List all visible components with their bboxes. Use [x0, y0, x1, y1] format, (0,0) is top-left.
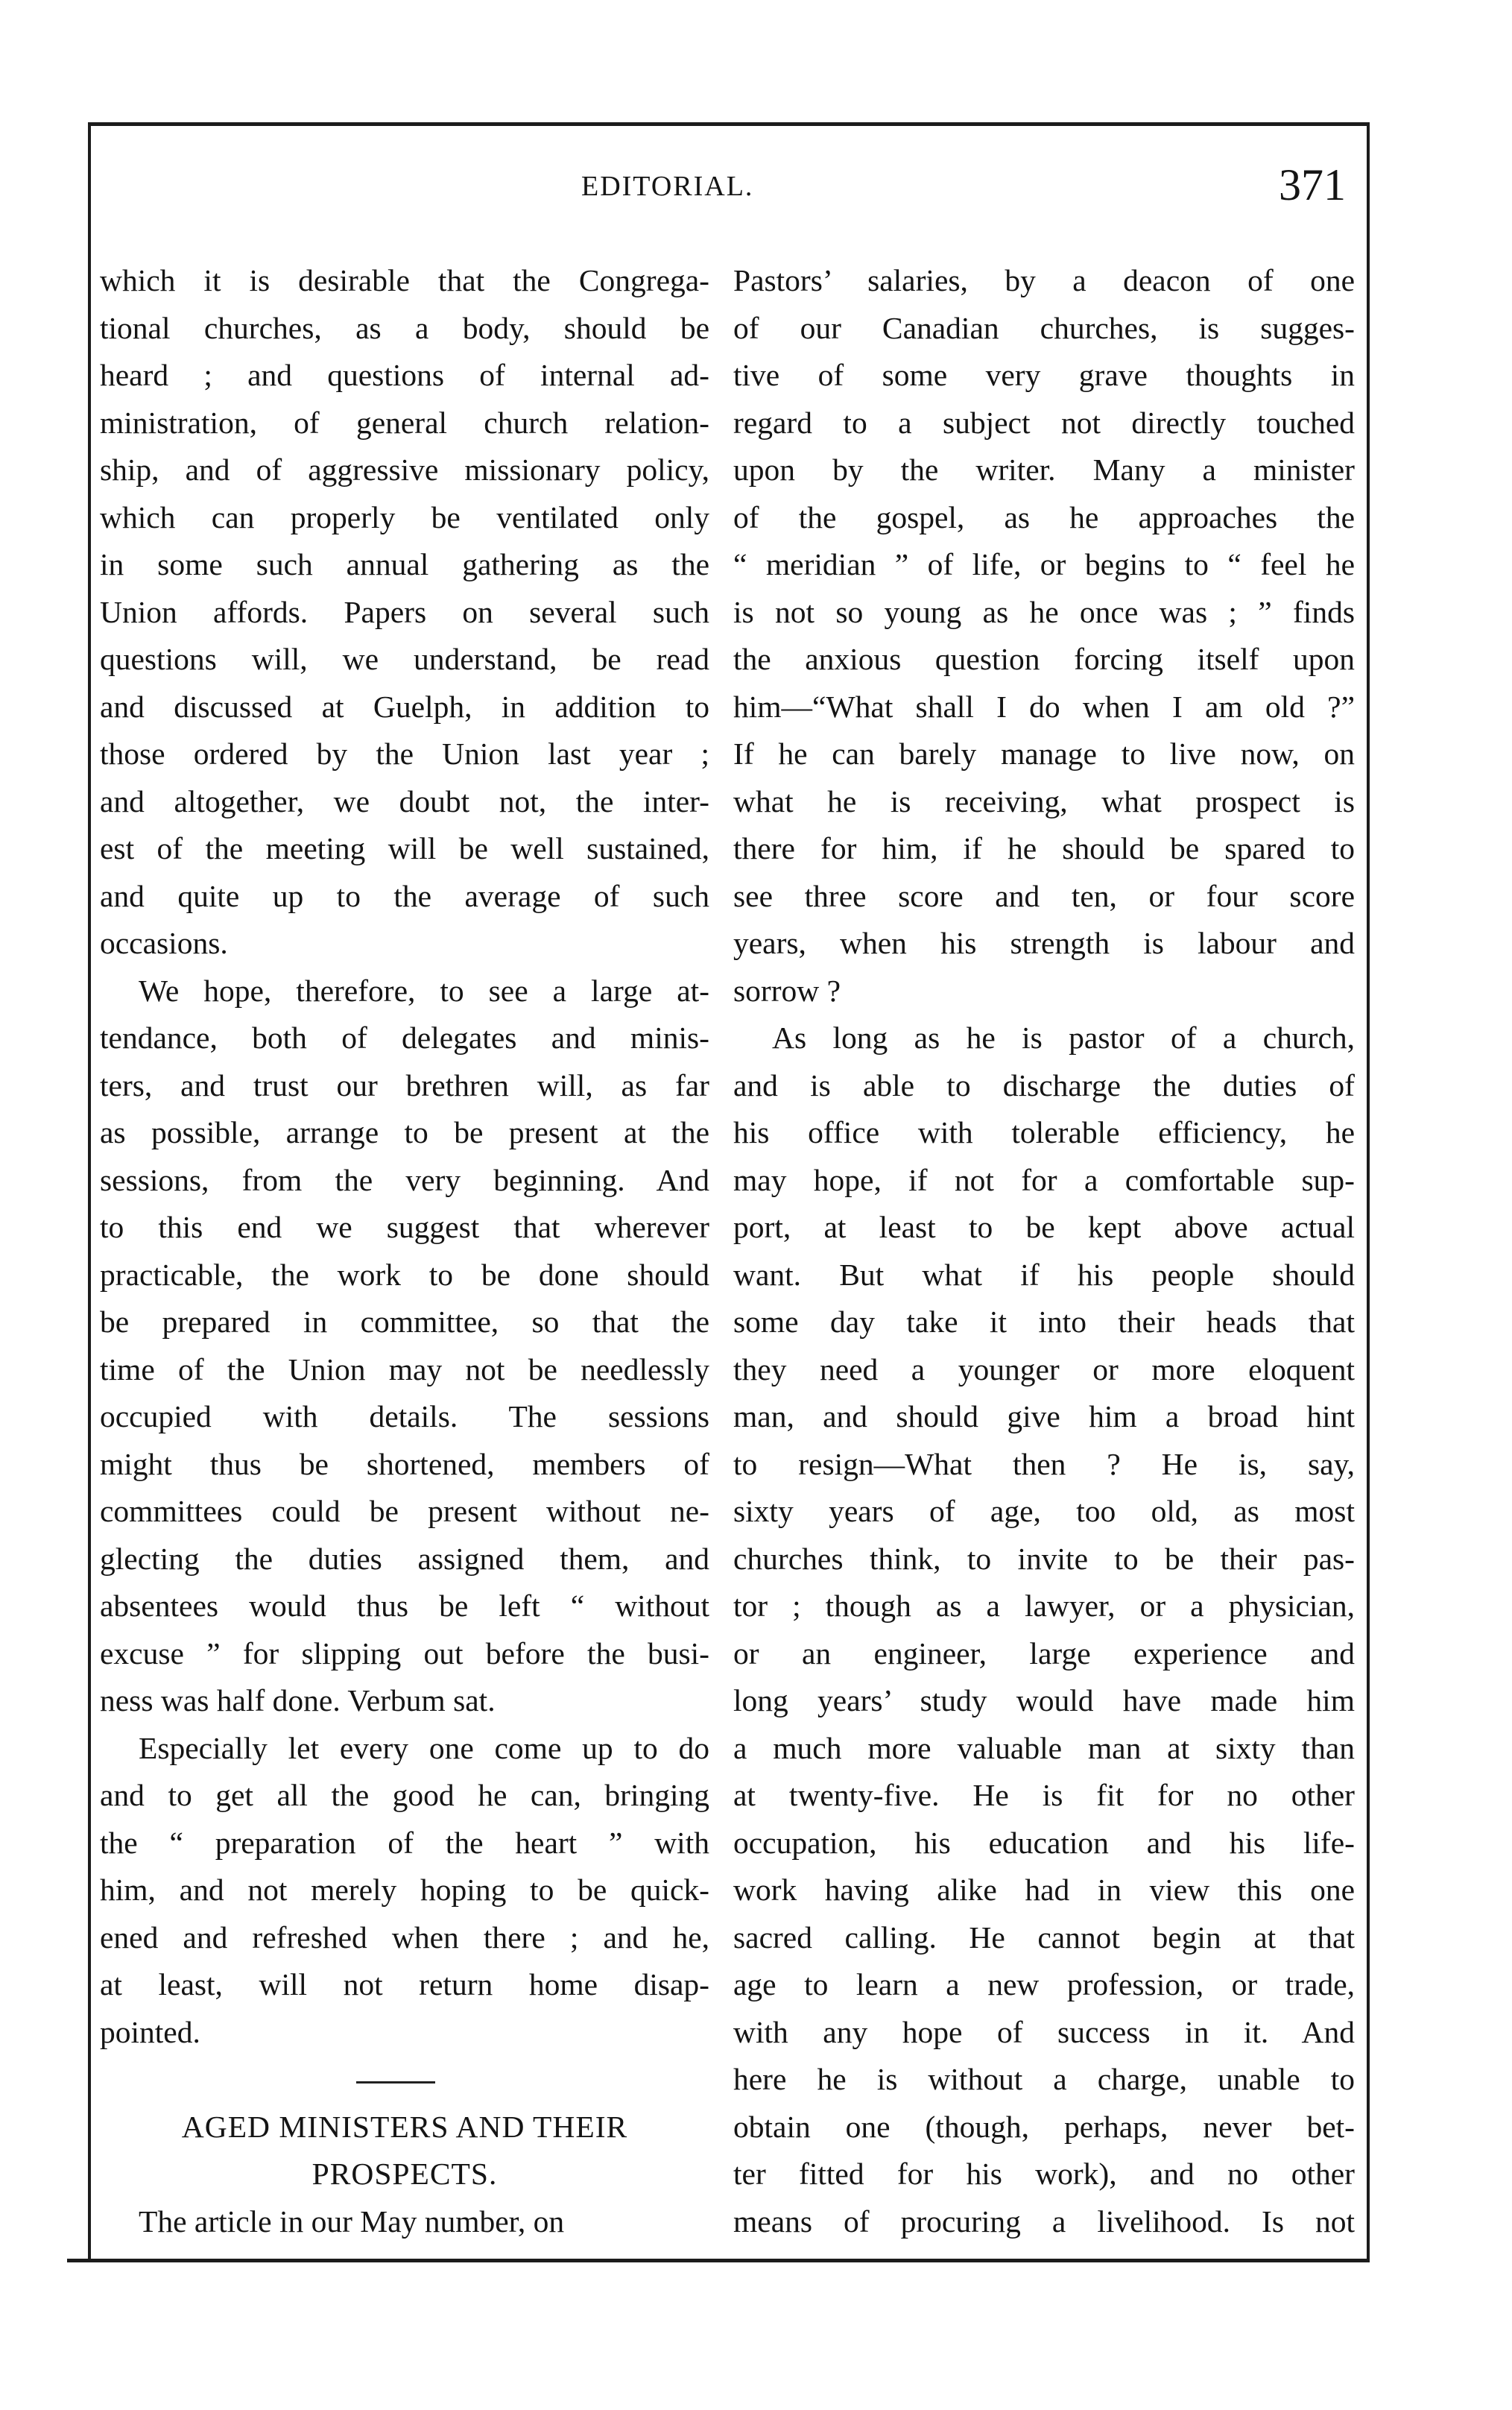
- text-line: time of the Union may not be needlessly: [100, 1351, 709, 1387]
- left-column: [100, 257, 709, 2245]
- page-border-bottom: [67, 2259, 1370, 2262]
- page-border-left: [88, 122, 91, 2262]
- text-line: and discussed at Guelph, in addition to: [100, 689, 709, 724]
- paragraph-1: [100, 257, 709, 968]
- paragraph-3: [100, 1725, 709, 2057]
- text-line: committees could be present without ne-: [100, 1494, 709, 1528]
- text-line: obtain one (though, perhaps, never bet-: [733, 2109, 1355, 2144]
- text-line: in some such annual gathering as the: [100, 547, 709, 581]
- text-line: pointed.: [100, 2014, 200, 2049]
- text-line: be prepared in committee, so that the: [100, 1305, 709, 1339]
- text-line: or an engineer, large experience and: [733, 1635, 1355, 1671]
- text-line: the “ preparation of the heart ” with: [100, 1825, 709, 1860]
- text-line: of the gospel, as he approaches the: [733, 499, 1355, 534]
- text-line: Especially let every one come up to do: [139, 1730, 709, 1765]
- text-line: him—“What shall I do when I am old ?”: [733, 689, 1355, 724]
- text-line: man, and should give him a broad hint: [733, 1399, 1355, 1433]
- text-line: to this end we suggest that wherever: [100, 1210, 709, 1244]
- section-divider: [100, 2056, 709, 2104]
- text-line: est of the meeting will be well sustained,: [100, 831, 709, 865]
- text-line: his office with tolerable efficiency, he: [733, 1115, 1355, 1149]
- text-line: tional churches, as a body, should be: [100, 310, 709, 345]
- text-line: questions will, we understand, be read: [100, 642, 709, 676]
- page-border-right: [1367, 122, 1370, 2262]
- text-line: sixty years of age, too old, as most: [733, 1494, 1355, 1528]
- text-line: they need a younger or more eloquent: [733, 1351, 1355, 1387]
- text-line: “ meridian ” of life, or begins to “ feel he: [733, 547, 1355, 581]
- text-line: We hope, therefore, to see a large at-: [139, 973, 709, 1008]
- text-line: As long as he is pastor of a church,: [772, 1021, 1355, 1055]
- text-line: some day take it into their heads that: [733, 1305, 1355, 1339]
- text-line: and to get all the good he can, bringing: [100, 1778, 709, 1812]
- text-line: at twenty-five. He is fit for no other: [733, 1778, 1355, 1812]
- text-line: work having alike had in view this one: [733, 1873, 1355, 1907]
- text-line: The article in our May number, on: [139, 2204, 565, 2239]
- text-line: is not so young as he once was ; ” finds: [733, 594, 1355, 629]
- page-border-top: [88, 122, 1370, 126]
- text-line: Union affords. Papers on several such: [100, 594, 709, 629]
- paragraph-5: [733, 257, 1355, 1015]
- text-line: sorrow ?: [733, 973, 841, 1008]
- text-line: glecting the duties assigned them, and: [100, 1541, 709, 1576]
- text-line: occupation, his education and his life-: [733, 1825, 1355, 1860]
- text-line: might thus be shortened, members of: [100, 1446, 709, 1481]
- text-line: which can properly be ventilated only: [100, 499, 709, 534]
- article-title-line: PROSPECTS.: [311, 2157, 498, 2191]
- text-line: occupied with details. The sessions: [100, 1399, 709, 1433]
- text-line: those ordered by the Union last year ;: [100, 736, 709, 771]
- paragraph-2: [100, 968, 709, 1725]
- text-line: as possible, arrange to be present at the: [100, 1115, 709, 1149]
- text-line: tor ; though as a lawyer, or a physician,: [733, 1589, 1355, 1623]
- text-line: and altogether, we doubt not, the inter-: [100, 783, 709, 818]
- paragraph-4: [100, 2198, 709, 2246]
- article-title-line: AGED MINISTERS AND THEIR: [181, 2109, 628, 2144]
- text-line: absentees would thus be left “ without: [100, 1589, 709, 1623]
- text-line: what he is receiving, what prospect is: [733, 783, 1355, 818]
- text-line: occasions.: [100, 926, 228, 960]
- text-line: sacred calling. He cannot begin at that: [733, 1920, 1355, 1955]
- right-column: [733, 257, 1355, 2245]
- text-line: want. But what if his people should: [733, 1257, 1355, 1292]
- text-line: ened and refreshed when there ; and he,: [100, 1920, 709, 1955]
- text-line: port, at least to be kept above actual: [733, 1210, 1355, 1244]
- running-head: EDITORIAL.: [581, 171, 754, 202]
- text-line: ness was half done. Verbum sat.: [100, 1683, 496, 1717]
- text-line: a much more valuable man at sixty than: [733, 1730, 1355, 1765]
- text-line: excuse ” for slipping out before the busi-: [100, 1635, 709, 1671]
- text-line: him, and not merely hoping to be quick-: [100, 1873, 709, 1907]
- text-line: and quite up to the average of such: [100, 878, 709, 913]
- text-line: tive of some very grave thoughts in: [733, 358, 1355, 392]
- text-line: years, when his strength is labour and: [733, 926, 1355, 960]
- text-line: there for him, if he should be spared to: [733, 831, 1355, 865]
- text-line: churches think, to invite to be their pas-: [733, 1541, 1355, 1576]
- text-line: with any hope of success in it. And: [733, 2014, 1355, 2049]
- text-line: age to learn a new profession, or trade,: [733, 1967, 1355, 2002]
- text-line: means of procuring a livelihood. Is not: [733, 2204, 1355, 2239]
- page-number: 371: [1279, 160, 1346, 209]
- text-line: Pastors’ salaries, by a deacon of one: [733, 263, 1355, 297]
- text-line: of our Canadian churches, is sugges-: [733, 310, 1355, 345]
- text-line: upon by the writer. Many a minister: [733, 452, 1355, 487]
- text-line: the anxious question forcing itself upon: [733, 642, 1355, 676]
- text-line: If he can barely manage to live now, on: [733, 736, 1355, 771]
- text-line: sessions, from the very beginning. And: [100, 1162, 709, 1197]
- text-line: regard to a subject not directly touched: [733, 405, 1355, 440]
- text-line: here he is without a charge, unable to: [733, 2062, 1355, 2096]
- article-heading: [100, 2104, 709, 2198]
- text-line: heard ; and questions of internal ad-: [100, 358, 709, 392]
- text-line: may hope, if not for a comfortable sup-: [733, 1162, 1355, 1197]
- text-line: ter fitted for his work), and no other: [733, 2157, 1355, 2191]
- text-line: to resign—What then ? He is, say,: [733, 1446, 1355, 1481]
- paragraph-6: [733, 1015, 1355, 2245]
- text-line: ters, and trust our brethren will, as far: [100, 1067, 709, 1103]
- text-line: and is able to discharge the duties of: [733, 1067, 1355, 1103]
- text-line: at least, will not return home disap-: [100, 1967, 709, 2002]
- text-line: see three score and ten, or four score: [733, 878, 1355, 913]
- text-line: which it is desirable that the Congrega-: [100, 263, 709, 297]
- text-line: ship, and of aggressive missionary policy,: [100, 452, 709, 487]
- text-line: practicable, the work to be done should: [100, 1257, 709, 1292]
- text-line: tendance, both of delegates and minis-: [100, 1021, 709, 1055]
- text-line: ministration, of general church relation-: [100, 405, 709, 440]
- text-line: long years’ study would have made him: [733, 1683, 1355, 1717]
